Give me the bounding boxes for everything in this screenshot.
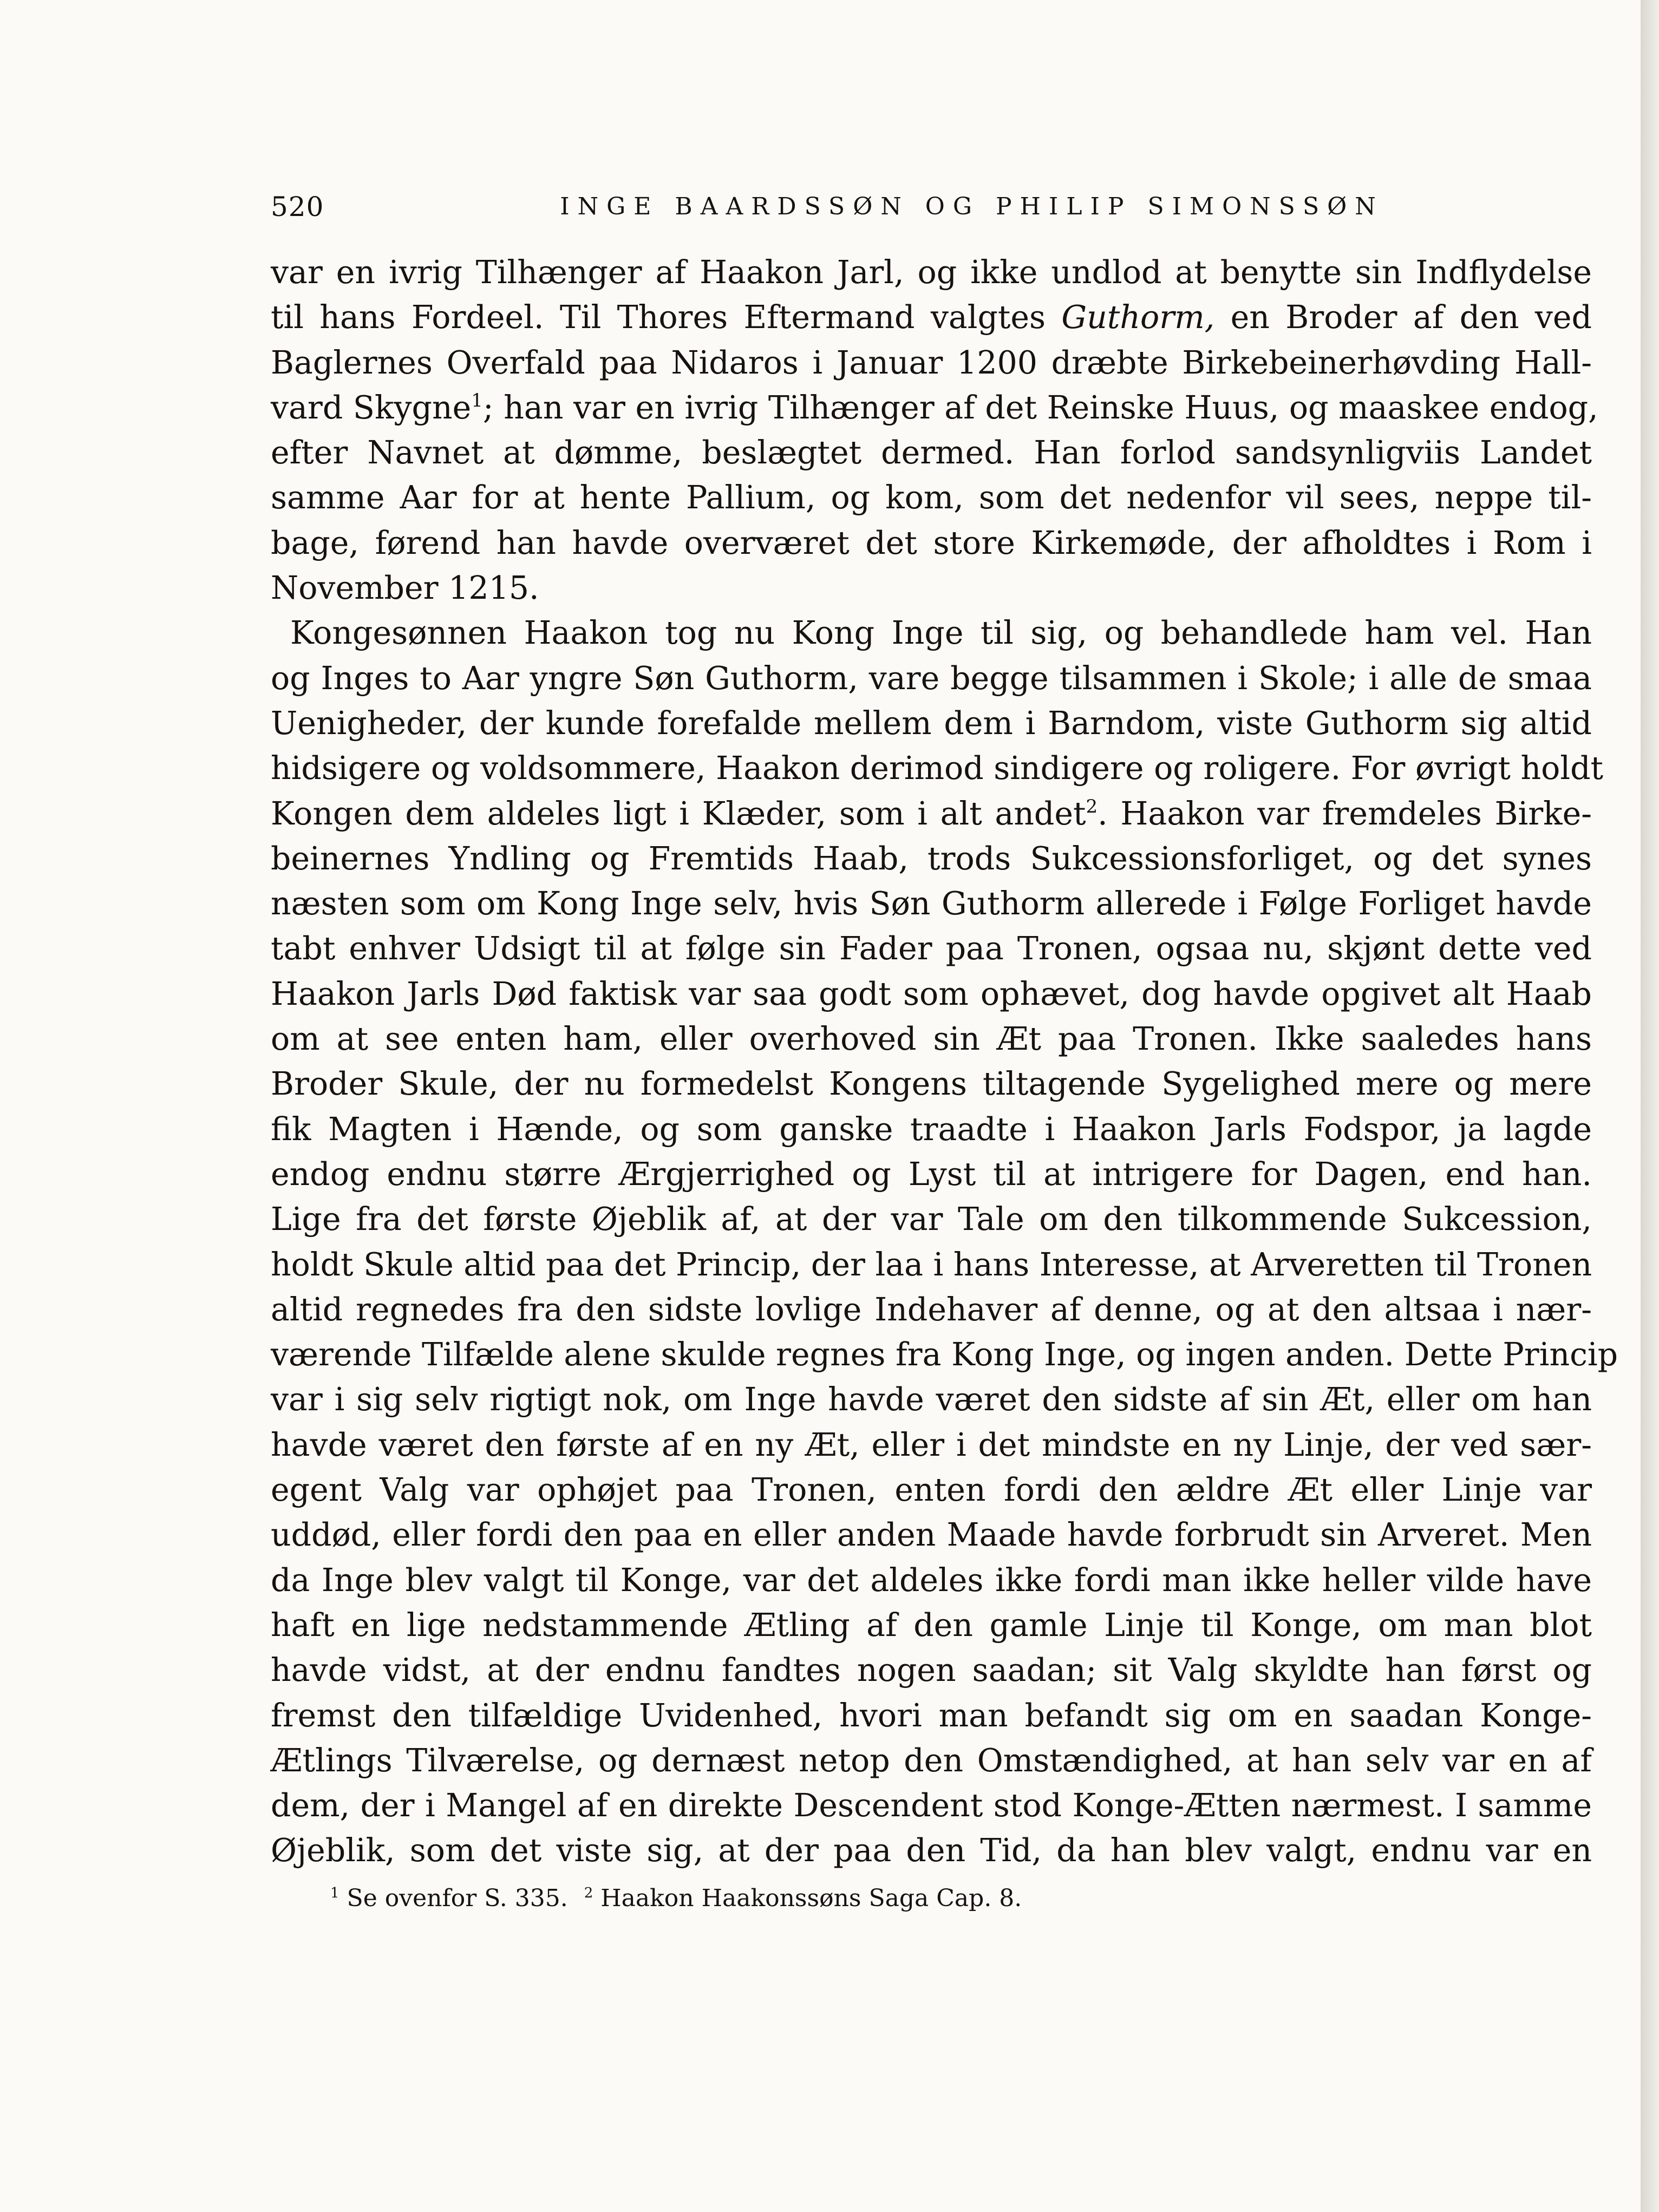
text-line: Kongesønnen Haakon tog nu Kong Inge til sig, og behandlede ham vel. Han (290, 614, 1592, 652)
text-line (271, 791, 1592, 836)
text-line: Uenigheder, der kunde forefalde mellem dem i Barndom, viste Guthorm sig altid (271, 704, 1592, 742)
footnote-number: 2 (584, 1885, 593, 1901)
text-line: beinernes Yndling og Fremtids Haab, trods Sukcessionsforliget, og det synes (271, 840, 1592, 877)
footnote-text: Haakon Haakonssøns Saga Cap. 8. (600, 1884, 1022, 1912)
running-title: INGE BAARDSSØN OG PHILIP SIMONSSØN (560, 193, 1384, 220)
text-run: . Haakon var fremdeles Birke- (1098, 795, 1592, 832)
paragraph (271, 250, 1598, 611)
text-line: dem, der i Mangel af en direkte Descendent stod Konge-Ætten nærmest. I samme (271, 1787, 1592, 1824)
page-edge (1641, 0, 1659, 2212)
text-line: altid regnedes fra den sidste lovlige Indehaver af denne, og at den altsaa i nær- (271, 1291, 1592, 1328)
text-line: Ætlings Tilværelse, og dernæst netop den Omstændighed, at han selv var en af (271, 1742, 1592, 1779)
footnote-marker: 2 (1086, 795, 1098, 817)
text-line: Øjeblik, som det viste sig, at der paa den Tid, da han blev valgt, endnu var en (271, 1832, 1592, 1869)
text-line: holdt Skule altid paa det Princip, der laa i hans Interesse, at Arveretten til Tronen (271, 1246, 1592, 1283)
text-line: Haakon Jarls Død faktisk var saa godt som ophævet, dog havde opgivet alt Haab (271, 975, 1592, 1012)
text-run: ; han var en ivrig Tilhænger af det Reinske Huus, og maaskee endog, (482, 389, 1598, 426)
text-line: havde vidst, at der endnu fandtes nogen saadan; sit Valg skyldte han først og (271, 1652, 1592, 1689)
footnote-marker: 1 (471, 389, 483, 411)
text-line: haft en lige nedstammende Ætling af den gamle Linje til Konge, om man blot (271, 1606, 1592, 1644)
text-line: Broder Skule, der nu formedelst Kongens tiltagende Sygelighed mere og mere (271, 1065, 1592, 1103)
italic-name: Guthorm, (1061, 299, 1215, 336)
text-line: samme Aar for at hente Pallium, og kom, som det nedenfor vil sees, neppe til- (271, 479, 1592, 516)
text-run: Kongen dem aldeles ligt i Klæder, som i alt andet (271, 795, 1086, 832)
text-line: endog endnu større Ærgjerrighed og Lyst til at intrigere for Dagen, end han. (271, 1155, 1592, 1193)
text-line: var i sig selv rigtigt nok, om Inge havde været den sidste af sin Æt, eller om han (271, 1381, 1592, 1418)
text-line: hidsigere og voldsommere, Haakon derimod sindigere og roligere. For øvrigt holdt (271, 750, 1604, 787)
text-line: Baglernes Overfald paa Nidaros i Januar 1200 dræbte Birkebeinerhøvding Hall- (271, 344, 1592, 381)
text-line: bage, førend han havde overværet det store Kirkemøde, der afholdtes i Rom i (271, 524, 1592, 561)
text-line (271, 385, 1598, 430)
text-line: November 1215. (271, 570, 539, 607)
text-line: fremst den tilfældige Uvidenhed, hvori man befandt sig om en saadan Konge- (271, 1697, 1592, 1734)
text-line: næsten som om Kong Inge selv, hvis Søn Guthorm allerede i Følge Forliget havde (271, 885, 1592, 922)
text-line: Lige fra det første Øjeblik af, at der var Tale om den tilkommende Sukcession, (271, 1201, 1592, 1238)
page-number: 520 (271, 191, 324, 222)
footnote-text: Se ovenfor S. 335. (347, 1884, 568, 1912)
text-line: egent Valg var ophøjet paa Tronen, enten fordi den ældre Æt eller Linje var (271, 1471, 1592, 1509)
text-line: tabt enhver Udsigt til at følge sin Fader paa Tronen, ogsaa nu, skjønt dette ved (271, 930, 1592, 967)
text-line: fik Magten i Hænde, og som ganske traadte i Haakon Jarls Fodspor, ja lagde (271, 1110, 1592, 1148)
text-run: til hans Fordeel. Til Thores Eftermand valgtes (271, 299, 1062, 336)
text-line: da Inge blev valgt til Konge, var det aldeles ikke fordi man ikke heller vilde have (271, 1561, 1592, 1599)
paragraph (271, 611, 1618, 1873)
text-line: og Inges to Aar yngre Søn Guthorm, vare begge tilsammen i Skole; i alle de smaa (271, 659, 1592, 697)
footnotes (330, 1882, 1521, 1915)
text-line: om at see enten ham, eller overhoved sin Æt paa Tronen. Ikke saaledes hans (271, 1020, 1592, 1058)
footnote-number: 1 (330, 1885, 339, 1901)
text-line: var en ivrig Tilhænger af Haakon Jarl, og ikke undlod at benytte sin Indflydelse (271, 254, 1592, 291)
text-line: havde været den første af en ny Æt, eller i det mindste en ny Linje, der ved sær- (271, 1426, 1592, 1463)
text-line (271, 295, 1592, 340)
text-line: uddød, eller fordi den paa en eller anden Maade havde forbrudt sin Arveret. Men (271, 1516, 1592, 1554)
text-line: efter Navnet at dømme, beslægtet dermed. Han forlod sandsynligviis Landet (271, 434, 1592, 472)
text-run: vard Skygne (271, 389, 472, 426)
body-text (271, 250, 1618, 1874)
text-run: en Broder af den ved (1214, 299, 1592, 336)
text-line: værende Tilfælde alene skulde regnes fra Kong Inge, og ingen anden. Dette Princip (271, 1336, 1618, 1373)
footnote (584, 1884, 1022, 1912)
running-header (271, 191, 1608, 223)
footnote (330, 1884, 568, 1912)
